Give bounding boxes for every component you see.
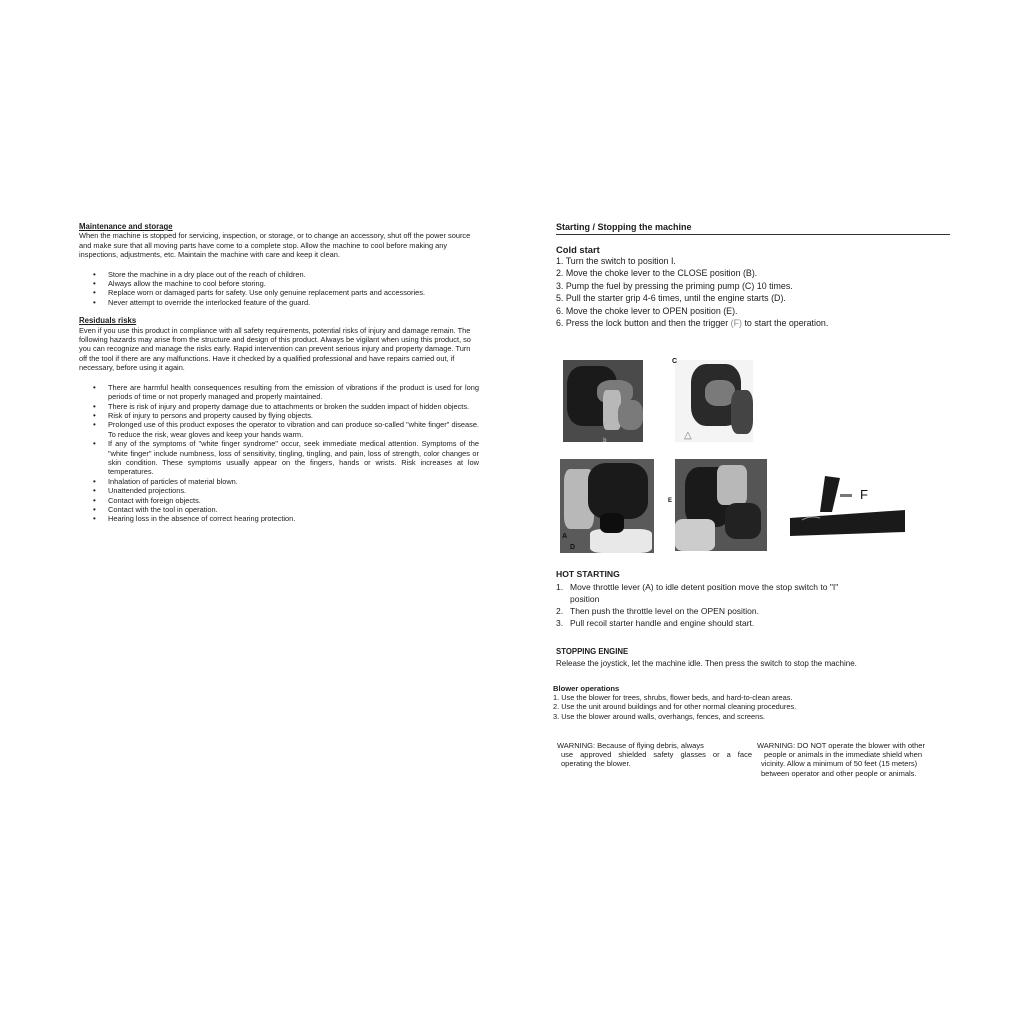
warning-line: between operator and other people or animals. [761,768,917,778]
list-item: • There is risk of injury and property damage due to attachments or broken the sudden impact of hidden objects. [79,402,479,411]
list-item: 2. Use the unit around buildings and for other normal cleaning procedures. [553,702,797,712]
page-heading: Starting / Stopping the machine [556,222,950,235]
list-item: • Replace worn or damaged parts for safety. Use only genuine replacement parts and accessories. [79,288,479,297]
list-item [556,317,950,329]
list-item: • Contact with the tool in operation. [79,505,479,514]
list-item: • Hearing loss in the absence of correct hearing protection. [79,514,479,523]
warning-line: operating the blower. [561,759,631,769]
cold-start-title: Cold start [556,244,600,255]
blower-title: Blower operations [553,684,620,693]
list-item: 3. Pump the fuel by pressing the priming pump (C) 10 times. [556,280,793,291]
photo-choke-lever [675,459,767,551]
list-item: 6. Move the choke lever to OPEN position (E). [556,305,738,316]
right-page [556,222,950,329]
blower-section [553,684,950,721]
list-item: • Risk of injury to persons and property caused by flying objects. [79,411,479,420]
blower-steps [553,693,950,721]
list-item: • Prolonged use of this product exposes the operator to vibration and can produce so-called "white finger" disease. To reduce the risk, wear gloves and keep your hands warm. [79,420,479,439]
residual-bullets [79,383,479,524]
step-ref-f: (F) [730,318,742,329]
residual-title: Residuals risks [79,316,137,326]
hot-start-steps [556,581,950,629]
list-item: 1. Turn the switch to position I. [556,256,676,266]
list-item: • Store the machine in a dry place out of the reach of children. [79,270,479,279]
residual-text: Even if you use this product in compliance with all safety requirements, potential risks of injury and damage remain. The following hazards may arise from the structure and design of this product. Always be vigilant when using this product, so you can recognize and manage the risks early. Rapid intervention can prevent serious injury and property damage. Turn off the tool if there are any malfunctions. Have it checked by a qualified professional and have repairs carried out, if necessary, before using it again. [79,325,471,373]
label-e: E [668,498,673,504]
list-item: • Contact with foreign objects. [79,496,479,505]
warning-right [757,741,953,778]
list-item: 3. Use the blower around walls, overhangs, fences, and screens. [553,711,765,721]
stop-section [556,647,950,669]
trigger-handle-drawing [780,470,910,540]
maintenance-bullets [79,270,479,308]
hot-start-section [556,569,950,629]
hot-start-title: HOT STARTING [556,569,620,579]
list-item: 2. Move the choke lever to the CLOSE position (B). [556,268,758,279]
list-item: • If any of the symptoms of "white finger syndrome" occur, seek immediate medical attention. Symptoms of the "white finger" include numbness, loss of sensitivity, tingling, tingling, and pain, loss of strength, color changes or skin condition. These symptoms usually appear on the fingers, hands or wrists. Risk increases at low temperatures. [79,439,479,477]
stop-engine-title: STOPPING ENGINE [556,647,629,656]
warning-line: use approved shielded safety glasses or a face [561,750,752,760]
list-item: • Unattended projections. [79,486,479,495]
label-b: b [603,438,607,444]
label-f: F [860,487,868,502]
photo-starter-grip [560,459,654,553]
list-item: 1. Move throttle lever (A) to idle detent position move the stop switch to "I" [556,582,839,592]
warning-line: WARNING: DO NOT operate the blower with other [757,741,925,750]
stop-engine-text: Release the joystick, let the machine idle. Then press the switch to stop the machine. [556,659,857,668]
list-item: • Never attempt to override the interlocked feature of the guard. [79,298,479,307]
warning-line: people or animals in the immediate shield when [764,750,923,760]
label-a: A [562,533,568,540]
step-text: 6. Press the lock button and then the trigger [556,318,731,329]
label-c: C [672,358,678,365]
warning-left [557,741,752,769]
maintenance-text: When the machine is stopped for servicing, inspection, or storage, or to change an accessory, shut off the power source and make sure that all moving parts have come to a complete stop. Allow the machine to cool before making any inspections, adjustments, etc. Maintain the machine with care and keep it clean. [79,231,471,260]
warning-line: vicinity. Allow a minimum of 50 feet (15 meters) [761,759,918,769]
left-page [79,222,479,524]
photo-switch [563,360,643,442]
list-item: • Always allow the machine to cool before storing. [79,279,479,288]
list-item: 3. Pull recoil starter handle and engine should start. [556,618,755,628]
list-item: 1. Use the blower for trees, shrubs, flower beds, and hard-to-clean areas. [553,693,793,702]
list-item: 2. Then push the throttle level on the OPEN position. [556,606,760,616]
step-text: to start the operation. [742,318,829,329]
warning-line: WARNING: Because of flying debris, always [557,741,704,750]
list-item: • There are harmful health consequences resulting from the emission of vibrations if the product is used for long periods of time or not properly managed and properly maintained. [79,383,479,402]
warning-triangle-icon: △ [684,430,692,441]
cold-start-steps [556,255,950,329]
list-item: • Inhalation of particles of material blown. [79,477,479,486]
label-d: D [570,544,576,551]
list-item: position [570,594,600,604]
list-item: 5. Pull the starter grip 4-6 times, until the engine starts (D). [556,293,786,304]
maintenance-title: Maintenance and storage [79,222,173,231]
